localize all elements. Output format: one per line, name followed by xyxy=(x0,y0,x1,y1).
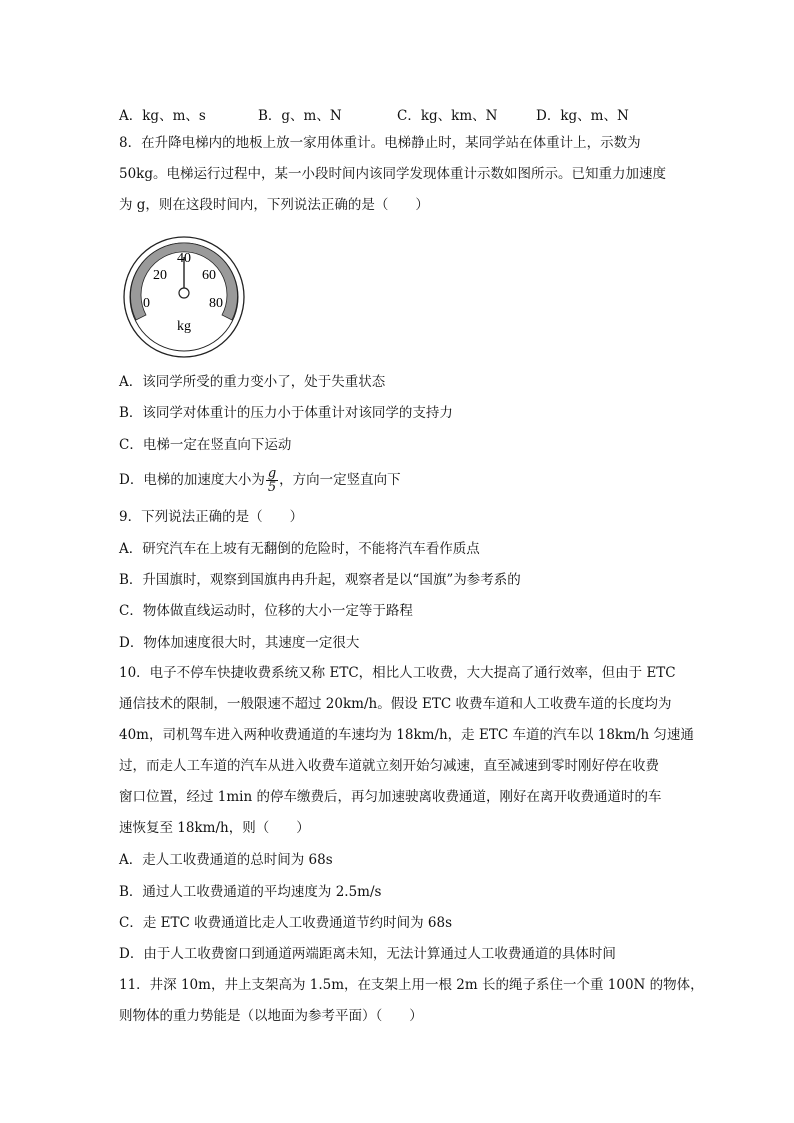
dial-label-80: 80 xyxy=(209,296,223,311)
fraction-g-over-5 xyxy=(266,467,278,494)
q8-option-d xyxy=(119,465,401,495)
q10-option-c: C．走 ETC 收费通道比走人工收费通道节约时间为 68s xyxy=(119,915,452,931)
q7-option-b: B．g、m、N xyxy=(258,108,342,124)
q8-option-d-suffix: ，方向一定竖直向下 xyxy=(279,472,401,488)
q8-stem-line-1: 8．在升降电梯内的地板上放一家用体重计。电梯静止时，某同学站在体重计上，示数为 xyxy=(119,135,641,151)
q10-stem-line-5: 窗口位置，经过 1min 的停车缴费后，再匀加速驶离收费通道，刚好在离开收费通道时的车 xyxy=(119,789,662,805)
q7-option-d: D．kg、m、N xyxy=(536,108,629,124)
dial-label-0: 0 xyxy=(143,296,150,311)
q8-option-d-prefix: D．电梯的加速度大小为 xyxy=(119,472,265,488)
q8-stem-line-2: 50kg。电梯运行过程中，某一小段时间内该同学发现体重计示数如图所示。已知重力加速度 xyxy=(119,166,666,182)
q10-stem-line-6: 速恢复至 18km/h，则（ ） xyxy=(119,820,310,836)
q9-option-a: A．研究汽车在上坡有无翻倒的危险时，不能将汽车看作质点 xyxy=(119,541,480,557)
q8-stem-line-3: 为 g，则在这段时间内，下列说法正确的是（ ） xyxy=(119,197,429,213)
q11-stem-line-1: 11．井深 10m，井上支架高为 1.5m，在支架上用一根 2m 长的绳子系住一个重 100N 的物体， xyxy=(119,977,704,993)
q8-option-b: B．该同学对体重计的压力小于体重计对该同学的支持力 xyxy=(119,405,453,421)
q8-option-c: C．电梯一定在竖直向下运动 xyxy=(119,437,292,453)
q10-stem-line-3: 40m，司机驾车进入两种收费通道的车速均为 18km/h，走 ETC 车道的汽车以 18km/h 匀速通 xyxy=(119,727,694,743)
fraction-denominator: 5 xyxy=(267,480,277,495)
fraction-numerator: g xyxy=(267,466,277,481)
q7-option-a: A．kg、m、s xyxy=(119,108,206,124)
dial-label-20: 20 xyxy=(153,268,167,283)
q8-option-a: A．该同学所受的重力变小了，处于失重状态 xyxy=(119,374,386,390)
q9-option-d: D．物体加速度很大时，其速度一定很大 xyxy=(119,635,360,651)
q10-option-a: A．走人工收费通道的总时间为 68s xyxy=(119,852,333,868)
q9-option-c: C．物体做直线运动时，位移的大小一定等于路程 xyxy=(119,603,413,619)
q10-stem-line-2: 通信技术的限制，一般限速不超过 20km/h。假设 ETC 收费车道和人工收费车道的长度均为 xyxy=(119,696,672,712)
dial-label-40: 40 xyxy=(177,251,191,266)
q10-option-b: B．通过人工收费通道的平均速度为 2.5m/s xyxy=(119,884,382,900)
dial-label-60: 60 xyxy=(202,268,216,283)
scale-dial-figure xyxy=(118,235,250,360)
q10-stem-line-4: 过，而走人工车道的汽车从进入收费车道就立刻开始匀减速，直至减速到零时刚好停在收费 xyxy=(119,758,659,774)
q7-option-c: C．kg、km、N xyxy=(397,108,498,124)
q9-option-b: B．升国旗时，观察到国旗冉冉升起，观察者是以“国旗”为参考系的 xyxy=(119,572,521,588)
q10-stem-line-1: 10．电子不停车快捷收费系统又称 ETC，相比人工收费，大大提高了通行效率，但由于 ETC xyxy=(119,665,676,681)
q10-option-d: D．由于人工收费窗口到通道两端距离未知，无法计算通过人工收费通道的具体时间 xyxy=(119,946,616,962)
q11-stem-line-2: 则物体的重力势能是（以地面为参考平面）（ ） xyxy=(119,1008,423,1024)
q9-stem: 9．下列说法正确的是（ ） xyxy=(119,509,304,525)
dial-unit: kg xyxy=(177,319,191,334)
dial-pivot xyxy=(179,288,189,298)
